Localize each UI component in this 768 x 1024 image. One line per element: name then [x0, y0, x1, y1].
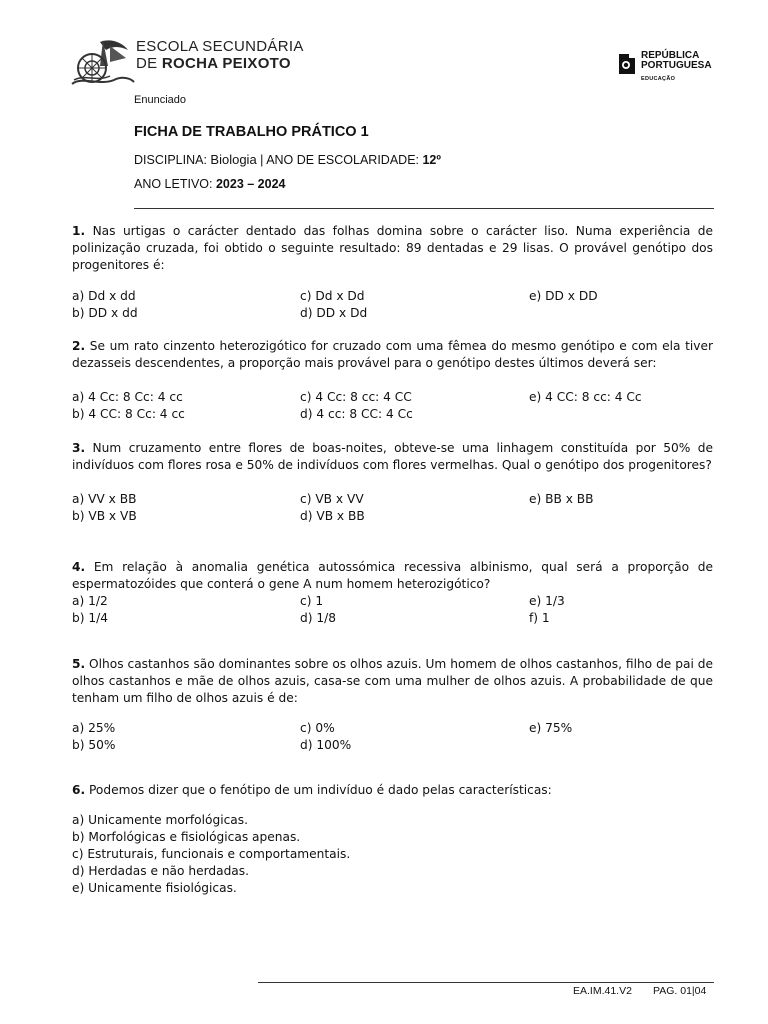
option: b) 4 CC: 8 Cc: 4 cc [72, 407, 185, 421]
question-3 [72, 440, 713, 474]
option: d) 4 cc: 8 CC: 4 Cc [300, 407, 413, 421]
footer-divider [258, 982, 714, 983]
ano-letivo-value: 2023 – 2024 [215, 177, 286, 191]
disciplina-line [134, 152, 441, 167]
question-2 [72, 338, 713, 372]
option: e) 75% [529, 721, 573, 735]
question-number: 1. [72, 224, 86, 238]
school-name-prefix: DE [136, 55, 162, 72]
option: d) VB x BB [300, 509, 365, 523]
enunciado-label: Enunciado [134, 94, 186, 106]
option: e) BB x BB [529, 492, 594, 506]
republic-line2: PORTUGUESA [641, 60, 712, 71]
school-name [136, 38, 304, 72]
document-code: EA.IM.41.V2 [573, 985, 632, 997]
page-number: PAG. 01|04 [653, 985, 707, 997]
option: d) DD x Dd [300, 306, 368, 320]
disciplina-label: DISCIPLINA: [134, 153, 211, 167]
option: b) 1/4 [72, 611, 108, 625]
option: a) Dd x dd [72, 289, 136, 303]
school-name-line2 [136, 55, 304, 72]
option: d) 100% [300, 738, 352, 752]
option: c) 1 [300, 594, 324, 608]
option: b) 50% [72, 738, 116, 752]
option: c) 0% [300, 721, 335, 735]
question-text: Em relação à anomalia genética autossómica recessiva albinismo, qual será a proporção de espermatozóides que conterá o gene A num homem heterozigótico? [72, 560, 713, 591]
question-text: Podemos dizer que o fenótipo de um indivíduo é dado pelas características: [85, 783, 552, 797]
question-number: 6. [72, 783, 86, 797]
republic-line1: REPÚBLICA [641, 50, 700, 61]
disciplina-value: Biologia [210, 152, 257, 167]
option: d) 1/8 [300, 611, 336, 625]
question-1 [72, 223, 713, 274]
option: e) 1/3 [529, 594, 565, 608]
question-6 [72, 782, 713, 799]
option: e) DD x DD [529, 289, 598, 303]
question-text: Se um rato cinzento heterozigótico for cruzado com uma fêmea do mesmo genótipo e com ela tiver dezasseis descendentes, a proporção mais provável para o genótipo destes últimos deverá ser: [72, 339, 713, 370]
option: f) 1 [529, 611, 550, 625]
option: a) 1/2 [72, 594, 108, 608]
question-4 [72, 559, 713, 593]
option: a) Unicamente morfológicas. [72, 813, 248, 827]
option: b) VB x VB [72, 509, 137, 523]
ano-letivo-label: ANO LETIVO: [134, 177, 216, 191]
republic-sub: EDUCAÇÃO [641, 76, 676, 82]
republic-emblem-icon [617, 52, 637, 76]
option: a) 4 Cc: 8 Cc: 4 cc [72, 390, 183, 404]
option: c) Estruturais, funcionais e comportamentais. [72, 847, 351, 861]
school-name-line1: ESCOLA SECUNDÁRIA [136, 38, 304, 55]
option: c) VB x VV [300, 492, 364, 506]
question-text: Nas urtigas o carácter dentado das folhas domina sobre o carácter liso. Numa experiência de polinização cruzada, foi obtido o seguinte resultado: 89 dentadas e 29 lisas. O provável genótipo dos progenitores é: [72, 224, 713, 272]
question-number: 5. [72, 657, 86, 671]
option: b) Morfológicas e fisiológicas apenas. [72, 830, 301, 844]
option: e) 4 CC: 8 cc: 4 Cc [529, 390, 642, 404]
ano-letivo-line [134, 177, 285, 191]
ano-escolaridade-value: 12º [422, 153, 441, 167]
school-name-bold: ROCHA PEIXOTO [161, 55, 291, 72]
page-title: FICHA DE TRABALHO PRÁTICO 1 [134, 124, 369, 140]
option: a) VV x BB [72, 492, 137, 506]
question-number: 2. [72, 339, 86, 353]
question-text: Num cruzamento entre flores de boas-noites, obteve-se uma linhagem constituída por 50% de indivíduos com flores rosa e 50% de indivíduos com flores vermelhas. Qual o genótipo dos progenitores? [72, 441, 713, 472]
option: d) Herdadas e não herdadas. [72, 864, 250, 878]
option: c) Dd x Dd [300, 289, 365, 303]
question-5 [72, 656, 713, 707]
ano-escolaridade-label: | ANO DE ESCOLARIDADE: [256, 153, 423, 167]
republic-name [641, 51, 712, 71]
option: a) 25% [72, 721, 116, 735]
header-divider [134, 208, 714, 209]
question-number: 3. [72, 441, 86, 455]
question-text: Olhos castanhos são dominantes sobre os olhos azuis. Um homem de olhos castanhos, filho de pai de olhos castanhos e mãe de olhos azuis, casa-se com uma mulher de olhos azuis. A probabilidade de que tenham um filho de olhos azuis é de: [72, 657, 713, 705]
school-crest-logo [70, 36, 136, 88]
option: e) Unicamente fisiológicas. [72, 881, 237, 895]
option: b) DD x dd [72, 306, 138, 320]
option: c) 4 Cc: 8 cc: 4 CC [300, 390, 412, 404]
question-number: 4. [72, 560, 86, 574]
